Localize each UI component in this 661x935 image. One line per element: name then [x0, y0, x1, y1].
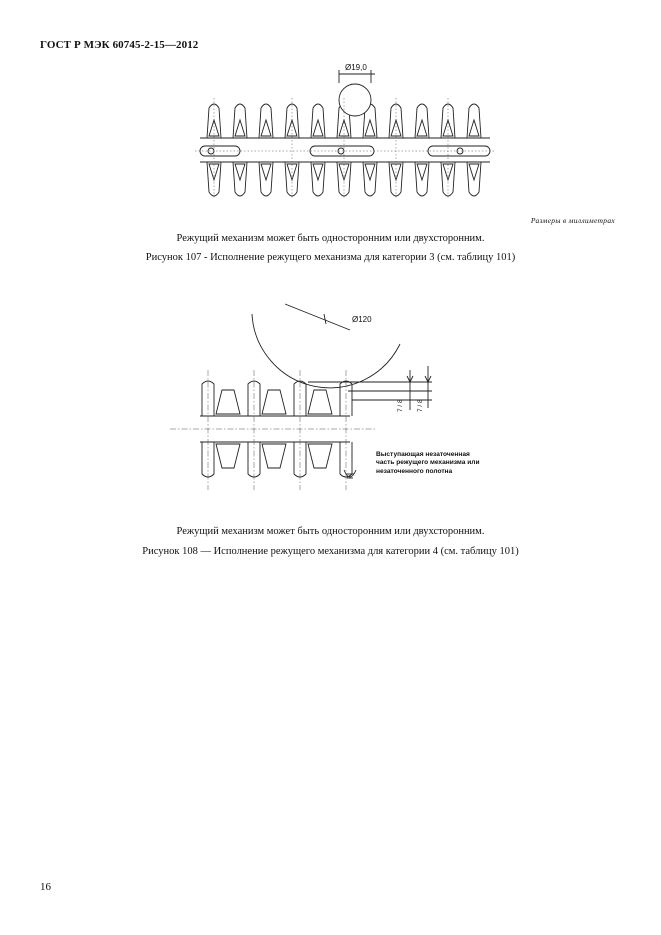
units-note: Размеры в миллиметрах [530, 216, 615, 225]
figure-108-caption: Рисунок 108 — Исполнение режущего механизма для категории 4 (см. таблицу 101) [142, 546, 519, 557]
page-number: 16 [40, 881, 51, 893]
side-note-line: незаточенного полотна [376, 467, 453, 475]
side-note-line: часть режущего механизма или [376, 459, 480, 467]
figure-108-dimension-label: Ø120 [352, 315, 372, 324]
figure-108-dim-a: 7 / 8 [397, 399, 404, 412]
side-note-line: Выступающая незаточенная [376, 451, 470, 458]
figure-107-svg [195, 58, 495, 198]
figure-108-dim-b: 7 / 8 [417, 399, 424, 412]
figure-107-note: Режущий механизм может быть односторонним или двухсторонним. [176, 233, 485, 244]
figure-107-dimension-label: Ø19,0 [345, 63, 367, 72]
figure-108-side-note [376, 451, 516, 476]
figure-107-drawing [195, 58, 495, 198]
figure-107-caption: Рисунок 107 - Исполнение режущего механизма для категории 3 (см. таблицу 101) [145, 252, 516, 263]
document-header: ГОСТ Р МЭК 60745-2-15—2012 [40, 39, 199, 51]
figure-108-note: Режущий механизм может быть односторонним или двухсторонним. [176, 526, 485, 537]
